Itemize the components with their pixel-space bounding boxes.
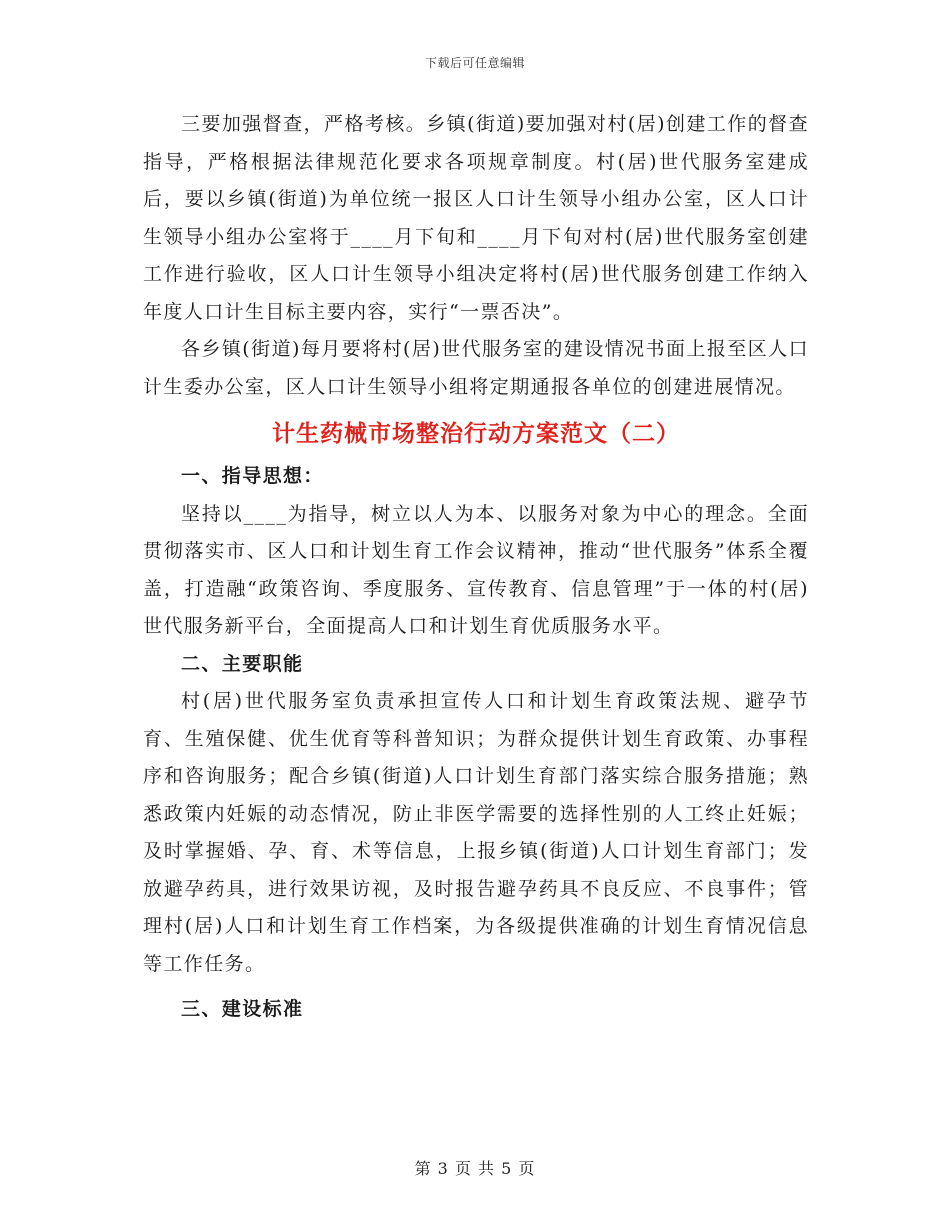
heading-guiding-ideology: 一、指导思想： xyxy=(181,465,324,487)
page-number: 第 3 页 共 5 页 xyxy=(414,1159,536,1178)
section-title: 计生药械市场整治行动方案范文（二） xyxy=(272,421,680,447)
document-body xyxy=(143,106,809,1029)
heading-construction-standards: 三、建设标准 xyxy=(181,998,304,1020)
paragraph-guiding-ideology: 坚持以____为指导，树立以人为本、以服务对象为中心的理念。全面贯彻落实市、区人口和计划生育工作会议精神，推动“世代服务”体系全覆盖，打造融“政策咨询、季度服务、宣传教育、信息管理”于一体的村(居)世代服务新平台，全面提高人口和计划生育优质服务水平。 xyxy=(143,502,809,637)
paragraph-monthly-report: 各乡镇(街道)每月要将村(居)世代服务室的建设情况书面上报至区人口计生委办公室，区人口计生领导小组将定期通报各单位的创建进展情况。 xyxy=(143,338,809,398)
paragraph-inspection: 三要加强督查，严格考核。乡镇(街道)要加强对村(居)创建工作的督查指导，严格根据法律规范化要求各项规章制度。村(居)世代服务室建成后，要以乡镇(街道)为单位统一报区人口计生领导小组办公室，区人口计生领导小组办公室将于____月下旬和____月下旬对村(居)世代服务室创建工作进行验收，区人口计生领导小组决定将村(居)世代服务创建工作纳入年度人口计生目标主要内容，实行“一票否决”。 xyxy=(143,113,809,323)
paragraph-main-functions: 村(居)世代服务室负责承担宣传人口和计划生育政策法规、避孕节育、生殖保健、优生优育等科普知识；为群众提供计划生育政策、办事程序和咨询服务；配合乡镇(街道)人口计划生育部门落实综合服务措施；熟悉政策内妊娠的动态情况，防止非医学需要的选择性别的人工终止妊娠；及时掌握婚、孕、育、术等信息，上报乡镇(街道)人口计划生育部门；发放避孕药具，进行效果访视，及时报告避孕药具不良反应、不良事件；管理村(居)人口和计划生育工作档案，为各级提供准确的计划生育情况信息等工作任务。 xyxy=(143,690,809,975)
heading-main-functions: 二、主要职能 xyxy=(181,652,304,675)
page-header-note: 下载后可任意编辑 xyxy=(424,56,525,70)
